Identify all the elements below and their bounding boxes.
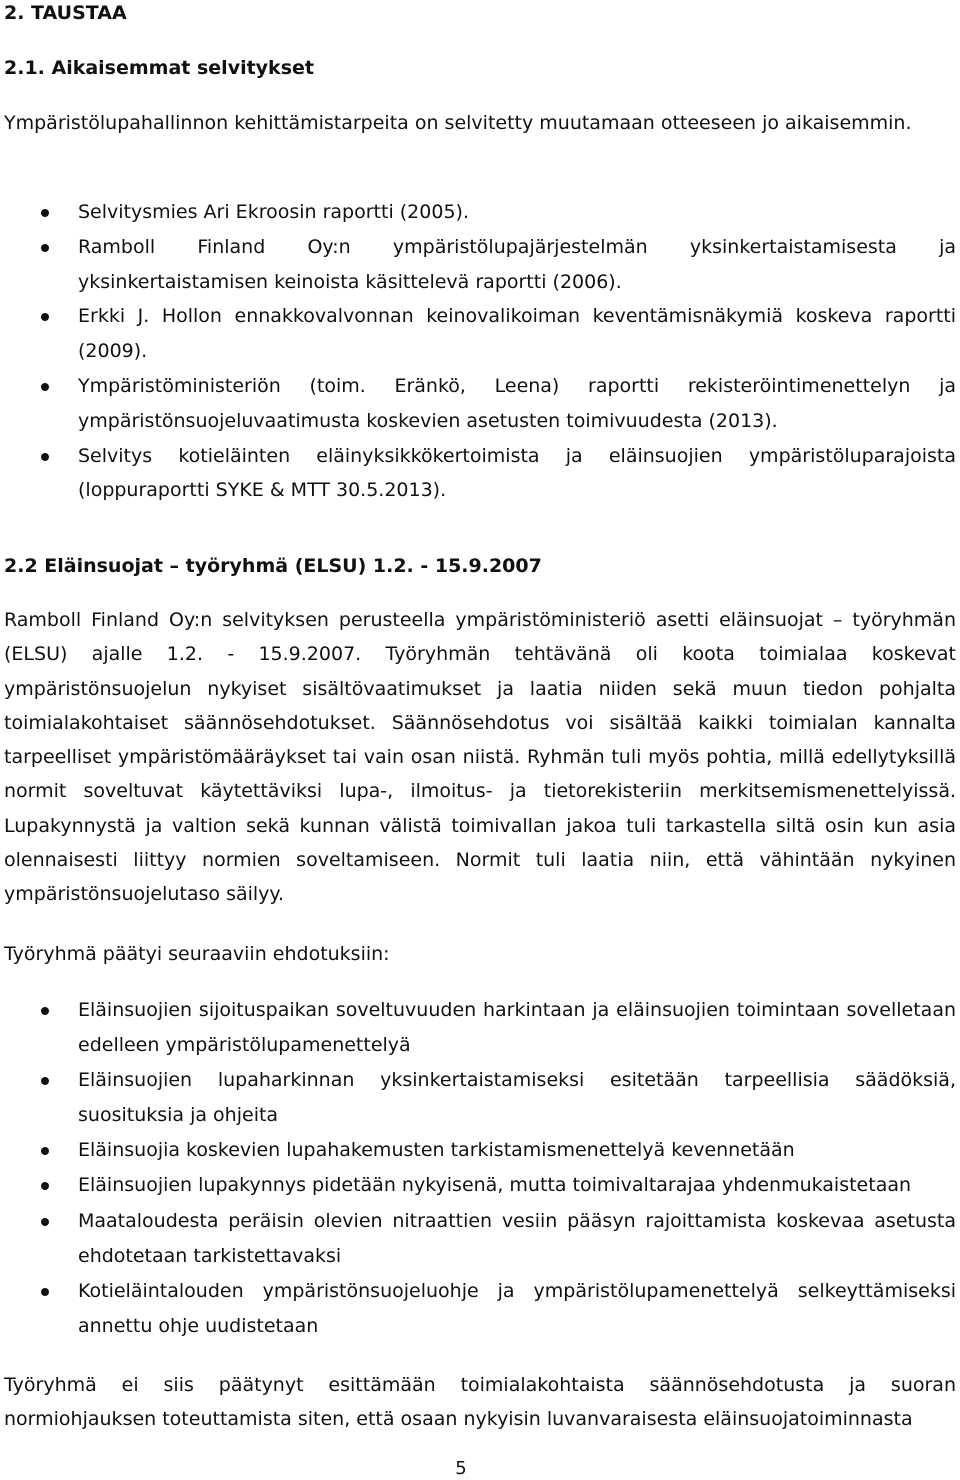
list-item: Selvitys kotieläinten eläinyksikkökertoimista ja eläinsuojien ympäristöluparajoista (loppuraportti SYKE & MTT 30.5.2013). xyxy=(4,439,956,509)
section-2-1-intro: Ympäristölupahallinnon kehittämistarpeita on selvitetty muutamaan otteeseen jo aikaisemmin. xyxy=(4,112,912,134)
list-item: Maataloudesta peräisin olevien nitraattien vesiin pääsyn rajoittamista koskevaa asetusta ehdotetaan tarkistettavaksi xyxy=(4,1204,956,1274)
list-item: Eläinsuojien lupakynnys pidetään nykyisenä, mutta toimivaltarajaa yhdenmukaistetaan xyxy=(4,1168,956,1203)
list-item: Selvitysmies Ari Ekroosin raportti (2005). xyxy=(4,195,956,230)
chapter-heading: 2. TAUSTAA xyxy=(4,2,127,24)
section-heading-2-1: 2.1. Aikaisemmat selvitykset xyxy=(4,57,314,79)
page-number: 5 xyxy=(455,1458,467,1479)
list-item: Eläinsuojien lupaharkinnan yksinkertaistamiseksi esitetään tarpeellisia säädöksiä, suosituksia ja ohjeita xyxy=(4,1063,956,1133)
list-item: Kotieläintalouden ympäristönsuojeluohje ja ympäristölupamenettelyä selkeyttämiseksi annettu ohje uudistetaan xyxy=(4,1274,956,1344)
list-item: Ramboll Finland Oy:n ympäristölupajärjestelmän yksinkertaistamisesta ja yksinkertaistamisen keinoista käsittelevä raportti (2006). xyxy=(4,230,956,300)
list-item: Eläinsuojien sijoituspaikan soveltuvuuden harkintaan ja eläinsuojien toimintaan sovelletaan edelleen ympäristölupamenettelyä xyxy=(4,993,956,1063)
list-item: Ympäristöministeriön (toim. Eränkö, Leena) raportti rekisteröintimenettelyn ja ympäristönsuojeluvaatimusta koskevien asetusten toimivuudesta (2013). xyxy=(4,369,956,439)
section-2-2-closing: Työryhmä ei siis päätynyt esittämään toimialakohtaista säännösehdotusta ja suoran normiohjauksen toteuttamista siten, että osaan nykyisin luvanvaraisesta eläinsuojatoiminnasta xyxy=(4,1374,956,1431)
section-2-2-body: Ramboll Finland Oy:n selvityksen perusteella ympäristöministeriö asetti eläinsuojat – työryhmän (ELSU) ajalle 1.2. - 15.9.2007. Työryhmän tehtävänä oli koota toimialaa koskevat ympäristönsuojelun nykyiset sisältövaatimukset ja laatia niiden sekä muun tiedon pohjalta toimialakohtaiset säännösehdotukset. Säännösehdotus voi sisältää kaikki toimialan kannalta tarpeelliset ympäristömääräykset tai vain osan niistä. Ryhmän tuli myös pohtia, millä edellytyksillä normit soveltuvat käytettäviksi lupa-, ilmoitus- ja tietorekisteriin merkitsemismenettelyissä. Lupakynnystä ja valtion sekä kunnan välistä toimivallan jakoa tuli tarkastella siltä osin kun asia olennaisesti liittyy normien soveltamiseen. Normit tuli laatia niin, että vähintään nykyinen ympäristönsuojelutaso säilyy. xyxy=(4,609,956,906)
previous-reports-list xyxy=(4,195,956,508)
list-item: Eläinsuojia koskevien lupahakemusten tarkistamismenettelyä kevennetään xyxy=(4,1133,956,1168)
proposals-intro: Työryhmä päätyi seuraaviin ehdotuksiin: xyxy=(4,943,390,965)
list-item: Erkki J. Hollon ennakkovalvonnan keinovalikoiman keventämisnäkymiä koskeva raportti (2009). xyxy=(4,299,956,369)
section-heading-2-2: 2.2 Eläinsuojat – työryhmä (ELSU) 1.2. - 15.9.2007 xyxy=(4,555,542,577)
proposals-list xyxy=(4,993,956,1344)
